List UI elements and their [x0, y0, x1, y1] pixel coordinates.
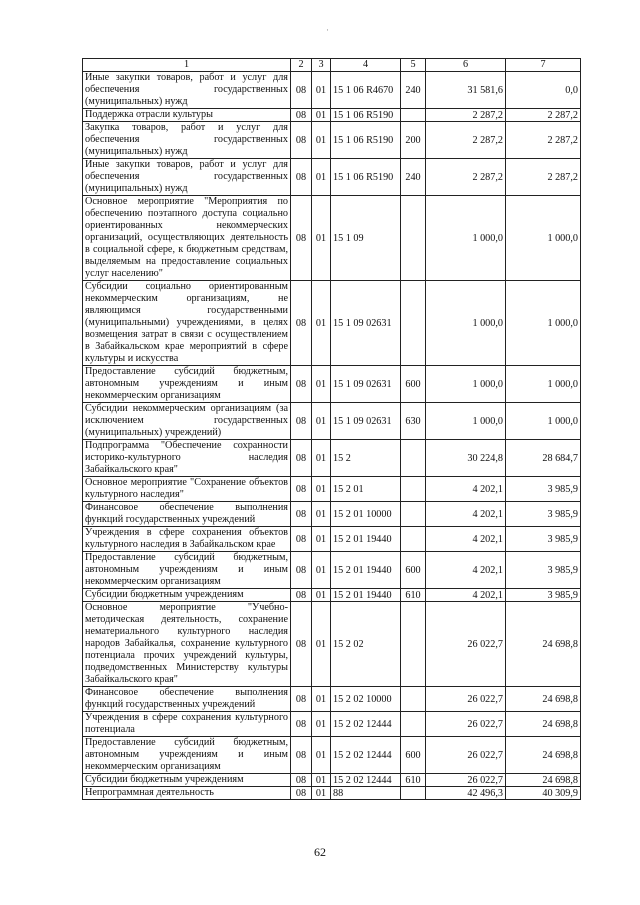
target-article-code: 15 1 06 R5190 [331, 122, 401, 159]
target-article-code: 15 1 09 02631 [331, 281, 401, 366]
target-article-code: 15 1 06 R5190 [331, 159, 401, 196]
amount-year-2: 3 985,9 [506, 477, 581, 502]
amount-year-1: 26 022,7 [426, 737, 506, 774]
table-row [83, 196, 581, 281]
table-row [83, 527, 581, 552]
amount-year-2: 40 309,9 [506, 787, 581, 800]
row-name: Основное мероприятие "Мероприятия по обеспечению поэтапного доступа социально ориентированных некоммерческих организаций, осуществляющих деятельность в социальной сфере, к бюджетным средствам, выделяемым на предоставление социальных услуг населению" [83, 196, 291, 281]
section-code: 08 [291, 72, 312, 109]
target-article-code: 88 [331, 787, 401, 800]
target-article-code: 15 1 06 R5190 [331, 109, 401, 122]
subsection-code: 01 [312, 527, 331, 552]
target-article-code: 15 2 01 19440 [331, 589, 401, 602]
amount-year-1: 26 022,7 [426, 774, 506, 787]
section-code: 08 [291, 712, 312, 737]
expense-type-code [401, 477, 426, 502]
amount-year-1: 2 287,2 [426, 159, 506, 196]
target-article-code: 15 1 09 02631 [331, 403, 401, 440]
row-name: Учреждения в сфере сохранения объектов культурного наследия в Забайкальском крае [83, 527, 291, 552]
header-cell: 3 [312, 59, 331, 72]
header-cell: 5 [401, 59, 426, 72]
table-row [83, 72, 581, 109]
target-article-code: 15 2 02 10000 [331, 687, 401, 712]
amount-year-1: 26 022,7 [426, 712, 506, 737]
row-name: Предоставление субсидий бюджетным, автономным учреждениям и иным некоммерческим организациям [83, 366, 291, 403]
subsection-code: 01 [312, 196, 331, 281]
target-article-code: 15 2 02 12444 [331, 737, 401, 774]
section-code: 08 [291, 440, 312, 477]
amount-year-1: 2 287,2 [426, 122, 506, 159]
page-number: 62 [314, 845, 326, 859]
section-code: 08 [291, 281, 312, 366]
amount-year-2: 3 985,9 [506, 589, 581, 602]
table-row [83, 281, 581, 366]
amount-year-1: 42 496,3 [426, 787, 506, 800]
table-row [83, 109, 581, 122]
subsection-code: 01 [312, 787, 331, 800]
amount-year-2: 1 000,0 [506, 403, 581, 440]
section-code: 08 [291, 737, 312, 774]
table-row [83, 589, 581, 602]
amount-year-1: 4 202,1 [426, 589, 506, 602]
row-name: Учреждения в сфере сохранения культурного потенциала [83, 712, 291, 737]
scan-mark: · [326, 25, 329, 35]
header-cell: 1 [83, 59, 291, 72]
target-article-code: 15 2 [331, 440, 401, 477]
expense-type-code [401, 712, 426, 737]
subsection-code: 01 [312, 109, 331, 122]
amount-year-1: 26 022,7 [426, 602, 506, 687]
amount-year-2: 2 287,2 [506, 109, 581, 122]
row-name: Субсидии бюджетным учреждениям [83, 774, 291, 787]
target-article-code: 15 2 02 [331, 602, 401, 687]
target-article-code: 15 2 01 19440 [331, 552, 401, 589]
section-code: 08 [291, 403, 312, 440]
amount-year-1: 4 202,1 [426, 527, 506, 552]
amount-year-1: 4 202,1 [426, 502, 506, 527]
subsection-code: 01 [312, 159, 331, 196]
amount-year-2: 24 698,8 [506, 687, 581, 712]
row-name: Поддержка отрасли культуры [83, 109, 291, 122]
amount-year-1: 26 022,7 [426, 687, 506, 712]
target-article-code: 15 2 01 10000 [331, 502, 401, 527]
row-name: Финансовое обеспечение выполнения функций государственных учреждений [83, 502, 291, 527]
section-code: 08 [291, 109, 312, 122]
target-article-code: 15 1 09 02631 [331, 366, 401, 403]
expense-type-code [401, 281, 426, 366]
section-code: 08 [291, 159, 312, 196]
amount-year-1: 2 287,2 [426, 109, 506, 122]
amount-year-2: 1 000,0 [506, 281, 581, 366]
amount-year-1: 1 000,0 [426, 366, 506, 403]
section-code: 08 [291, 196, 312, 281]
table-row [83, 477, 581, 502]
table-row [83, 122, 581, 159]
expense-type-code: 200 [401, 122, 426, 159]
expense-type-code: 600 [401, 366, 426, 403]
amount-year-2: 28 684,7 [506, 440, 581, 477]
expense-type-code [401, 527, 426, 552]
table-row [83, 403, 581, 440]
expense-type-code [401, 787, 426, 800]
amount-year-2: 2 287,2 [506, 159, 581, 196]
table-row [83, 159, 581, 196]
amount-year-1: 4 202,1 [426, 477, 506, 502]
subsection-code: 01 [312, 774, 331, 787]
subsection-code: 01 [312, 281, 331, 366]
expense-type-code [401, 687, 426, 712]
amount-year-1: 4 202,1 [426, 552, 506, 589]
section-code: 08 [291, 502, 312, 527]
subsection-code: 01 [312, 589, 331, 602]
section-code: 08 [291, 687, 312, 712]
header-row [83, 59, 581, 72]
subsection-code: 01 [312, 72, 331, 109]
expense-type-code: 600 [401, 552, 426, 589]
expense-type-code: 610 [401, 774, 426, 787]
target-article-code: 15 1 09 [331, 196, 401, 281]
row-name: Субсидии некоммерческим организациям (за исключением государственных (муниципальных) учреждений) [83, 403, 291, 440]
expense-type-code: 610 [401, 589, 426, 602]
subsection-code: 01 [312, 602, 331, 687]
amount-year-1: 31 581,6 [426, 72, 506, 109]
table-row [83, 712, 581, 737]
amount-year-1: 30 224,8 [426, 440, 506, 477]
expense-type-code: 240 [401, 159, 426, 196]
target-article-code: 15 2 02 12444 [331, 774, 401, 787]
section-code: 08 [291, 366, 312, 403]
row-name: Финансовое обеспечение выполнения функций государственных учреждений [83, 687, 291, 712]
amount-year-1: 1 000,0 [426, 403, 506, 440]
subsection-code: 01 [312, 477, 331, 502]
expense-type-code [401, 196, 426, 281]
table-row [83, 552, 581, 589]
subsection-code: 01 [312, 737, 331, 774]
row-name: Субсидии социально ориентированным некоммерческим организациям, не являющимся государственными (муниципальными) учреждениями, в целях возмещения затрат в связи с осуществлением в Забайкальском крае мероприятий в сфере культуры и искусства [83, 281, 291, 366]
header-cell: 7 [506, 59, 581, 72]
target-article-code: 15 2 02 12444 [331, 712, 401, 737]
amount-year-2: 24 698,8 [506, 737, 581, 774]
table-row [83, 366, 581, 403]
row-name: Иные закупки товаров, работ и услуг для обеспечения государственных (муниципальных) нужд [83, 159, 291, 196]
table-row [83, 787, 581, 800]
budget-table [82, 58, 581, 800]
header-cell: 4 [331, 59, 401, 72]
target-article-code: 15 2 01 19440 [331, 527, 401, 552]
header-cell: 6 [426, 59, 506, 72]
subsection-code: 01 [312, 122, 331, 159]
header-cell: 2 [291, 59, 312, 72]
table-row [83, 440, 581, 477]
row-name: Субсидии бюджетным учреждениям [83, 589, 291, 602]
table-row [83, 602, 581, 687]
row-name: Основное мероприятие "Учебно-методическая деятельность, сохранение нематериального культурного наследия народов Забайкалья, сохранение культурного потенциала прочих учреждений культуры, подведомственных Министерству культуры Забайкальского края" [83, 602, 291, 687]
section-code: 08 [291, 527, 312, 552]
table-row [83, 774, 581, 787]
expense-type-code [401, 502, 426, 527]
subsection-code: 01 [312, 440, 331, 477]
row-name: Предоставление субсидий бюджетным, автономным учреждениям и иным некоммерческим организациям [83, 552, 291, 589]
section-code: 08 [291, 552, 312, 589]
section-code: 08 [291, 602, 312, 687]
amount-year-2: 24 698,8 [506, 602, 581, 687]
row-name: Основное мероприятие "Сохранение объектов культурного наследия" [83, 477, 291, 502]
subsection-code: 01 [312, 687, 331, 712]
table-row [83, 502, 581, 527]
amount-year-2: 24 698,8 [506, 774, 581, 787]
row-name: Закупка товаров, работ и услуг для обеспечения государственных (муниципальных) нужд [83, 122, 291, 159]
subsection-code: 01 [312, 712, 331, 737]
section-code: 08 [291, 787, 312, 800]
target-article-code: 15 1 06 R4670 [331, 72, 401, 109]
expense-type-code [401, 109, 426, 122]
subsection-code: 01 [312, 502, 331, 527]
row-name: Подпрограмма "Обеспечение сохранности историко-культурного наследия Забайкальского края" [83, 440, 291, 477]
subsection-code: 01 [312, 403, 331, 440]
expense-type-code: 240 [401, 72, 426, 109]
section-code: 08 [291, 589, 312, 602]
row-name: Иные закупки товаров, работ и услуг для обеспечения государственных (муниципальных) нужд [83, 72, 291, 109]
expense-type-code: 600 [401, 737, 426, 774]
amount-year-1: 1 000,0 [426, 196, 506, 281]
amount-year-2: 2 287,2 [506, 122, 581, 159]
amount-year-2: 3 985,9 [506, 552, 581, 589]
section-code: 08 [291, 477, 312, 502]
amount-year-2: 0,0 [506, 72, 581, 109]
amount-year-2: 24 698,8 [506, 712, 581, 737]
expense-type-code: 630 [401, 403, 426, 440]
table-row [83, 737, 581, 774]
amount-year-1: 1 000,0 [426, 281, 506, 366]
row-name: Предоставление субсидий бюджетным, автономным учреждениям и иным некоммерческим организациям [83, 737, 291, 774]
table-row [83, 687, 581, 712]
amount-year-2: 1 000,0 [506, 196, 581, 281]
amount-year-2: 1 000,0 [506, 366, 581, 403]
section-code: 08 [291, 122, 312, 159]
target-article-code: 15 2 01 [331, 477, 401, 502]
amount-year-2: 3 985,9 [506, 502, 581, 527]
section-code: 08 [291, 774, 312, 787]
row-name: Непрограммная деятельность [83, 787, 291, 800]
subsection-code: 01 [312, 552, 331, 589]
expense-type-code [401, 440, 426, 477]
expense-type-code [401, 602, 426, 687]
amount-year-2: 3 985,9 [506, 527, 581, 552]
subsection-code: 01 [312, 366, 331, 403]
